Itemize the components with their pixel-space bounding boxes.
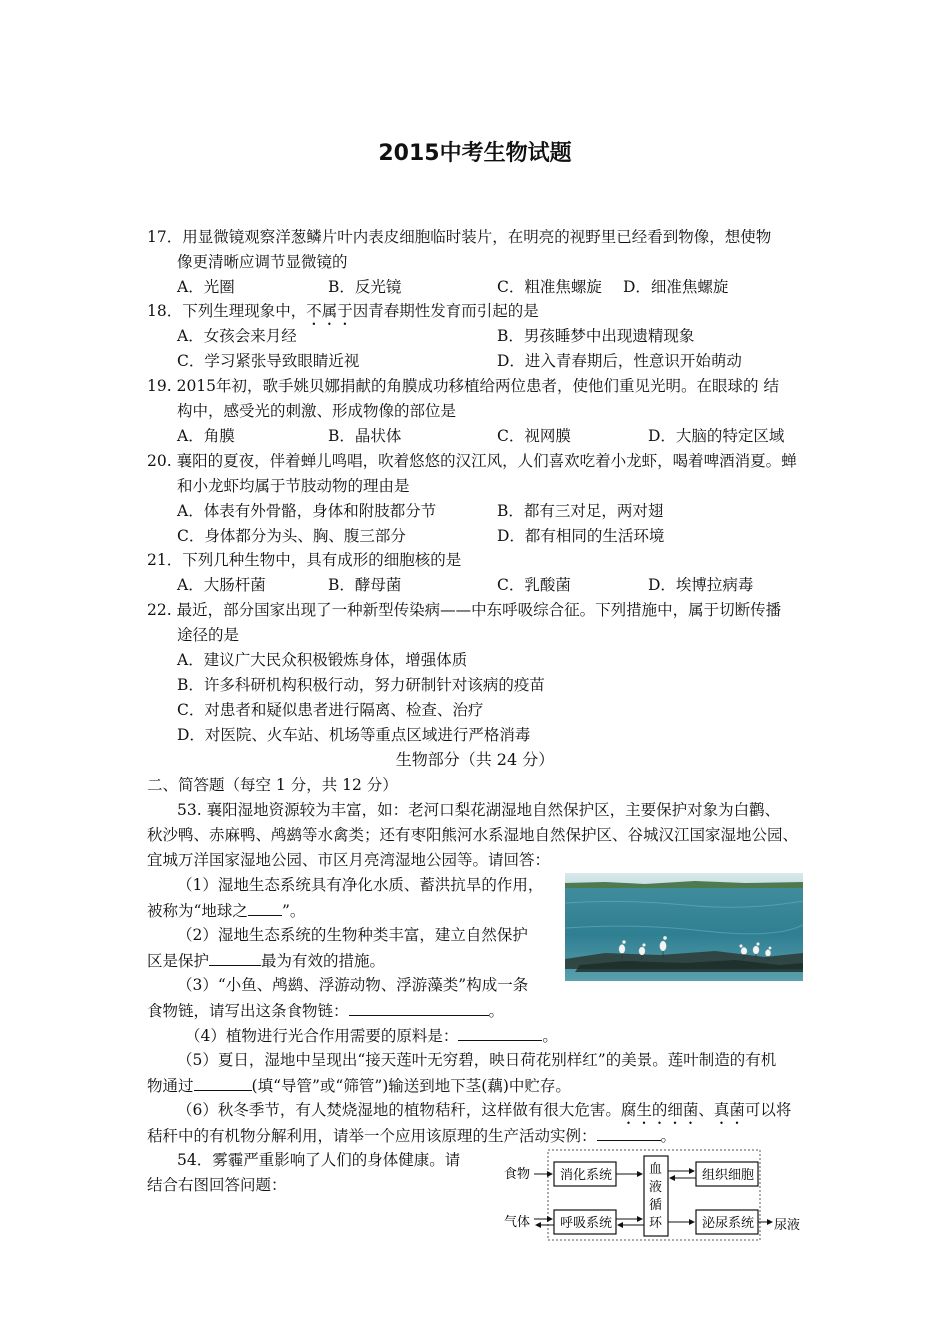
answer-blank[interactable] bbox=[458, 1025, 542, 1041]
q53-part6-emphasis: 腐生的细菌、真菌 bbox=[620, 1101, 745, 1119]
q53-part2-end: 最为有效的措施。 bbox=[261, 952, 386, 970]
digestive-system-label: 消化系统 bbox=[560, 1168, 613, 1183]
q53-part3-line2 bbox=[147, 1000, 504, 1021]
q53-part6-line2 bbox=[147, 1125, 676, 1146]
q22-option-a: A．建议广大民众积极锻炼身体，增强体质 bbox=[177, 651, 468, 669]
q18-option-b: B．男孩睡梦中出现遗精现象 bbox=[497, 327, 695, 345]
answer-blank[interactable] bbox=[349, 1000, 489, 1016]
q53-part4-text: （4）植物进行光合作用需要的原料是： bbox=[185, 1027, 459, 1045]
q19-stem-line2: 构中，感受光的刺激、形成物像的部位是 bbox=[177, 402, 457, 420]
q18-stem bbox=[147, 301, 539, 329]
q22-stem-line2: 途径的是 bbox=[177, 626, 240, 644]
q17-option-b: B．反光镜 bbox=[328, 278, 402, 296]
q53-part2-line1: （2）湿地生态系统的生物种类丰富，建立自然保护 bbox=[177, 926, 528, 944]
q53-part5-end: (填“导管”或“筛管”)输送到地下茎(藕)中贮存。 bbox=[251, 1077, 571, 1095]
respiratory-system-label: 呼吸系统 bbox=[560, 1216, 613, 1231]
wetland-photo bbox=[565, 873, 803, 981]
q53-part3-end: 。 bbox=[488, 1002, 505, 1020]
q21-stem: 21．下列几种生物中，具有成形的细胞核的是 bbox=[147, 551, 462, 569]
q19-option-a: A．角膜 bbox=[177, 427, 235, 445]
q53-part6-text2: 秸秆中的有机物分解利用，请举一个应用该原理的生产活动实例： bbox=[147, 1127, 597, 1145]
q21-option-c: C．乳酸菌 bbox=[497, 576, 571, 594]
q53-part3-line1: （3）“小鱼、鸬鹚、浮游动物、浮游藻类”构成一条 bbox=[177, 976, 529, 994]
q19-stem-line1: 19. 2015年初，歌手姚贝娜捐献的角膜成功移植给两位患者，使他们重见光明。在眼球的 结 bbox=[147, 377, 779, 395]
q54-line1: 54．雾霾严重影响了人们的身体健康。请 bbox=[177, 1151, 461, 1169]
q18-stem-pre: 18．下列生理现象中， bbox=[147, 302, 307, 320]
part2-heading: 二、简答题（每空 1 分，共 12 分） bbox=[147, 776, 398, 794]
q17-option-a: A．光圈 bbox=[177, 278, 235, 296]
q17-stem-line2: 像更清晰应调节显微镜的 bbox=[177, 253, 348, 271]
blood-char-1: 血 bbox=[649, 1162, 663, 1177]
q53-line1: 53. 襄阳湿地资源较为丰富，如：老河口梨花湖湿地自然保护区，主要保护对象为白鹳、 bbox=[177, 801, 781, 819]
q53-part6-end: 。 bbox=[660, 1127, 677, 1145]
q53-part1-line2 bbox=[147, 900, 305, 921]
q17-option-c: C．粗准焦螺旋 bbox=[497, 278, 602, 296]
q53-part6-line1 bbox=[177, 1100, 791, 1128]
answer-blank[interactable] bbox=[209, 950, 261, 966]
q53-part4 bbox=[185, 1025, 558, 1046]
blood-char-3: 循 bbox=[649, 1198, 663, 1213]
q53-part5-text: 物通过 bbox=[147, 1077, 194, 1095]
q53-part2-line2 bbox=[147, 950, 385, 971]
urinary-system-label: 泌尿系统 bbox=[702, 1216, 755, 1231]
q53-part2-text: 区是保护 bbox=[147, 952, 210, 970]
answer-blank[interactable] bbox=[597, 1125, 661, 1141]
q20-stem-line1: 20. 襄阳的夏夜，伴着蝉儿鸣唱，吹着悠悠的汉江风，人们喜欢吃着小龙虾，喝着啤酒消夏。蝉 bbox=[147, 452, 797, 470]
urine-label: 尿液 bbox=[774, 1218, 801, 1233]
q18-option-a: A．女孩会来月经 bbox=[177, 327, 297, 345]
q53-part1-end: ”。 bbox=[281, 902, 306, 920]
blood-char-4: 环 bbox=[649, 1216, 663, 1231]
page-title: 2015中考生物试题 bbox=[378, 141, 572, 166]
q53-part1-line1: （1）湿地生态系统具有净化水质、蓄洪抗旱的作用， bbox=[177, 876, 544, 894]
q53-part5-line1: （5）夏日，湿地中呈现出“接天莲叶无穷碧，映日荷花别样红”的美景。莲叶制造的有机 bbox=[177, 1051, 777, 1069]
q20-stem-line2: 和小龙虾均属于节肢动物的理由是 bbox=[177, 477, 410, 495]
q21-option-a: A．大肠杆菌 bbox=[177, 576, 266, 594]
q20-option-c: C．身体都分为头、胸、腹三部分 bbox=[177, 527, 406, 545]
gas-label: 气体 bbox=[504, 1215, 531, 1230]
q19-option-b: B．晶状体 bbox=[328, 427, 402, 445]
q53-part5-line2 bbox=[147, 1075, 571, 1096]
answer-blank[interactable] bbox=[248, 900, 282, 916]
q18-option-c: C．学习紧张导致眼睛近视 bbox=[177, 352, 360, 370]
q54-line2: 结合右图回答问题： bbox=[147, 1176, 287, 1194]
food-label: 食物 bbox=[504, 1167, 531, 1182]
q18-stem-post: 因青春期性发育而引起的是 bbox=[352, 302, 539, 320]
q18-option-d: D．进入青春期后，性意识开始萌动 bbox=[497, 352, 742, 370]
q17-option-d: D．细准焦螺旋 bbox=[623, 278, 729, 296]
q22-option-b: B．许多科研机构积极行动，努力研制针对该病的疫苗 bbox=[177, 676, 545, 694]
q53-line3: 宜城万洋国家湿地公园、市区月亮湾湿地公园等。请回答： bbox=[147, 851, 551, 869]
q21-option-d: D．埃博拉病毒 bbox=[648, 576, 754, 594]
q53-part6-text: （6）秋冬季节，有人焚烧湿地的植物秸秆，这样做有很大危害。 bbox=[177, 1101, 621, 1119]
q22-stem-line1: 22. 最近，部分国家出现了一种新型传染病——中东呼吸综合征。下列措施中，属于切断传播 bbox=[147, 601, 782, 619]
q19-option-c: C．视网膜 bbox=[497, 427, 571, 445]
q18-stem-emphasis: 不属于 bbox=[306, 302, 353, 320]
answer-blank[interactable] bbox=[194, 1075, 252, 1091]
q22-option-c: C．对患者和疑似患者进行隔离、检查、治疗 bbox=[177, 701, 484, 719]
q53-part6-text-end: 可以将 bbox=[744, 1101, 792, 1119]
q20-option-a: A．体表有外骨骼，身体和附肢都分节 bbox=[177, 502, 437, 520]
q53-part4-end: 。 bbox=[542, 1027, 558, 1045]
q19-option-d: D．大脑的特定区域 bbox=[648, 427, 785, 445]
q53-line2: 秋沙鸭、赤麻鸭、鸬鹚等水禽类；还有枣阳熊河水系湿地自然保护区、谷城汉江国家湿地公园、 bbox=[147, 826, 799, 844]
q53-part3-text: 食物链，请写出这条食物链： bbox=[147, 1002, 349, 1020]
q20-option-b: B．都有三对足，两对翅 bbox=[497, 502, 664, 520]
q20-option-d: D．都有相同的生活环境 bbox=[497, 527, 665, 545]
q53-part1-text: 被称为“地球之 bbox=[147, 902, 248, 920]
q17-stem-line1: 17．用显微镜观察洋葱鳞片叶内表皮细胞临时装片，在明亮的视野里已经看到物像，想使物 bbox=[147, 228, 772, 246]
q21-option-b: B．酵母菌 bbox=[328, 576, 402, 594]
blood-char-2: 液 bbox=[649, 1180, 663, 1195]
section-heading: 生物部分（共 24 分） bbox=[395, 750, 555, 769]
body-systems-diagram bbox=[500, 1148, 810, 1244]
tissue-cells-label: 组织细胞 bbox=[702, 1168, 755, 1183]
q22-option-d: D．对医院、火车站、机场等重点区域进行严格消毒 bbox=[177, 726, 531, 744]
